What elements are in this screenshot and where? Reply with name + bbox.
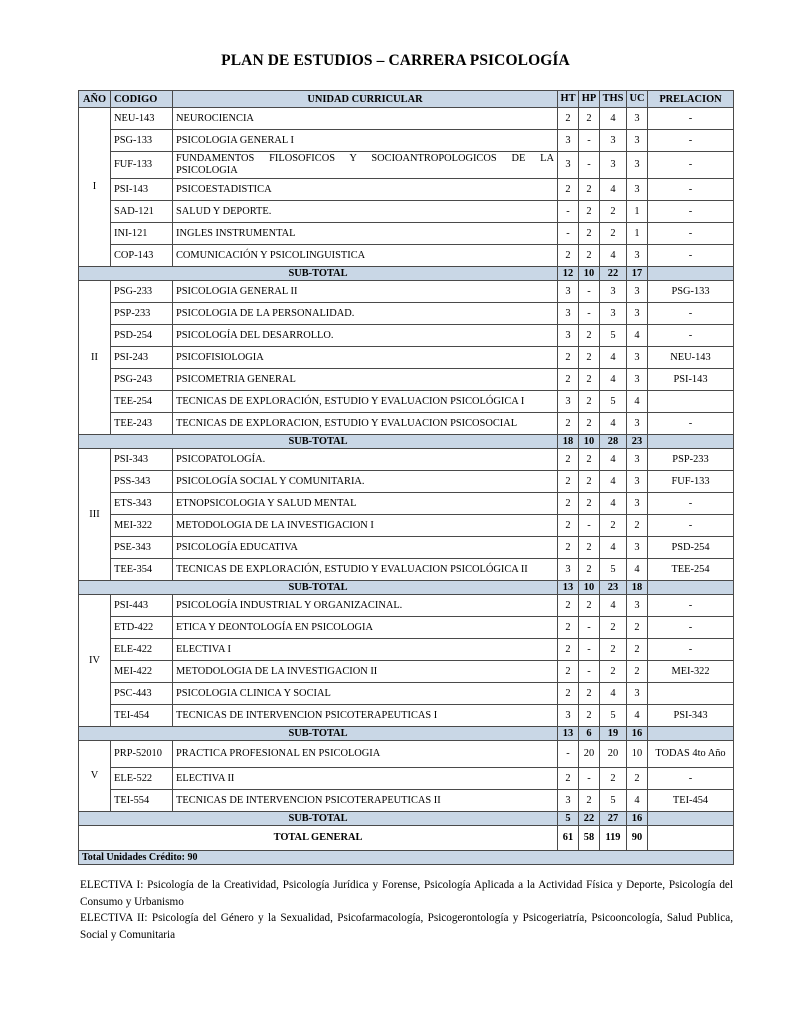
course-ht: 3 bbox=[558, 281, 579, 303]
course-ths: 4 bbox=[600, 245, 627, 267]
course-hp: 2 bbox=[579, 537, 600, 559]
course-prelacion: TODAS 4to Año bbox=[648, 741, 734, 768]
course-ht: 2 bbox=[558, 347, 579, 369]
course-uc: 4 bbox=[627, 705, 648, 727]
course-uc: 4 bbox=[627, 325, 648, 347]
course-prelacion: - bbox=[648, 515, 734, 537]
course-code: PRP-52010 bbox=[111, 741, 173, 768]
table-row bbox=[79, 223, 734, 245]
course-uc: 2 bbox=[627, 768, 648, 790]
course-uc: 3 bbox=[627, 369, 648, 391]
year-cell: II bbox=[79, 281, 111, 435]
course-code: INI-121 bbox=[111, 223, 173, 245]
subtotal-uc: 16 bbox=[627, 727, 648, 741]
course-uc: 10 bbox=[627, 741, 648, 768]
course-hp: 2 bbox=[579, 413, 600, 435]
course-prelacion: MEI-322 bbox=[648, 661, 734, 683]
course-ht: 3 bbox=[558, 705, 579, 727]
course-uc: 1 bbox=[627, 223, 648, 245]
course-ths: 4 bbox=[600, 413, 627, 435]
footnote-electiva-i: ELECTIVA I: Psicología de la Creatividad, Psicología Jurídica y Forense, Psicología Aplicada a la Actividad Física y Deporte, Psicología del Consumo y Urbanismo bbox=[80, 879, 733, 908]
course-uc: 4 bbox=[627, 391, 648, 413]
course-ht: 3 bbox=[558, 325, 579, 347]
table-row bbox=[79, 347, 734, 369]
course-ht: 2 bbox=[558, 449, 579, 471]
course-prelacion: NEU-143 bbox=[648, 347, 734, 369]
course-hp: 2 bbox=[579, 179, 600, 201]
table-row bbox=[79, 369, 734, 391]
subtotal-ths: 19 bbox=[600, 727, 627, 741]
course-hp: 2 bbox=[579, 325, 600, 347]
header-prelacion: PRELACION bbox=[648, 91, 734, 108]
table-row bbox=[79, 683, 734, 705]
course-hp: - bbox=[579, 515, 600, 537]
course-hp: 2 bbox=[579, 705, 600, 727]
table-row bbox=[79, 639, 734, 661]
course-code: MEI-322 bbox=[111, 515, 173, 537]
header-uc: UC bbox=[627, 91, 648, 108]
course-hp: 2 bbox=[579, 493, 600, 515]
course-ths: 2 bbox=[600, 661, 627, 683]
course-prelacion bbox=[648, 391, 734, 413]
subtotal-prelacion bbox=[648, 435, 734, 449]
curriculum-table bbox=[78, 90, 734, 865]
course-ths: 5 bbox=[600, 559, 627, 581]
course-code: PSE-343 bbox=[111, 537, 173, 559]
course-code: PSD-254 bbox=[111, 325, 173, 347]
subtotal-ht: 12 bbox=[558, 267, 579, 281]
table-row bbox=[79, 741, 734, 768]
course-ths: 4 bbox=[600, 493, 627, 515]
table-row bbox=[79, 661, 734, 683]
course-code: COP-143 bbox=[111, 245, 173, 267]
subtotal-row bbox=[79, 267, 734, 281]
course-ths: 4 bbox=[600, 683, 627, 705]
course-name: PSICOLOGIA CLINICA Y SOCIAL bbox=[173, 683, 558, 705]
subtotal-prelacion bbox=[648, 727, 734, 741]
course-ths: 4 bbox=[600, 537, 627, 559]
course-name: TECNICAS DE INTERVENCION PSICOTERAPEUTICAS I bbox=[173, 705, 558, 727]
course-prelacion: - bbox=[648, 245, 734, 267]
total-prelacion bbox=[648, 826, 734, 851]
total-uc: 90 bbox=[627, 826, 648, 851]
table-row bbox=[79, 391, 734, 413]
course-prelacion: - bbox=[648, 179, 734, 201]
course-name: PRACTICA PROFESIONAL EN PSICOLOGIA bbox=[173, 741, 558, 768]
table-row bbox=[79, 201, 734, 223]
course-prelacion: - bbox=[648, 617, 734, 639]
course-prelacion: - bbox=[648, 493, 734, 515]
course-ht: 2 bbox=[558, 515, 579, 537]
course-name: INGLES INSTRUMENTAL bbox=[173, 223, 558, 245]
subtotal-ths: 23 bbox=[600, 581, 627, 595]
course-uc: 3 bbox=[627, 347, 648, 369]
footnotes bbox=[80, 877, 733, 943]
course-name: TECNICAS DE EXPLORACION, ESTUDIO Y EVALUACION PSICOSOCIAL bbox=[173, 413, 558, 435]
course-code: PSI-443 bbox=[111, 595, 173, 617]
course-prelacion: - bbox=[648, 413, 734, 435]
header-subject: UNIDAD CURRICULAR bbox=[173, 91, 558, 108]
course-code: MEI-422 bbox=[111, 661, 173, 683]
course-code: PSI-143 bbox=[111, 179, 173, 201]
table-row bbox=[79, 245, 734, 267]
table-row bbox=[79, 559, 734, 581]
course-prelacion bbox=[648, 683, 734, 705]
course-ths: 3 bbox=[600, 152, 627, 179]
course-name: ELECTIVA II bbox=[173, 768, 558, 790]
table-row bbox=[79, 790, 734, 812]
course-ht: 3 bbox=[558, 303, 579, 325]
course-name: PSICOLOGÍA EDUCATIVA bbox=[173, 537, 558, 559]
course-name: TECNICAS DE INTERVENCION PSICOTERAPEUTICAS II bbox=[173, 790, 558, 812]
table-body bbox=[79, 108, 734, 826]
course-code: PSG-133 bbox=[111, 130, 173, 152]
table-row bbox=[79, 303, 734, 325]
course-ht: 2 bbox=[558, 179, 579, 201]
table-row bbox=[79, 152, 734, 179]
course-prelacion: TEE-254 bbox=[648, 559, 734, 581]
course-name: METODOLOGIA DE LA INVESTIGACION II bbox=[173, 661, 558, 683]
subtotal-ht: 18 bbox=[558, 435, 579, 449]
course-uc: 2 bbox=[627, 661, 648, 683]
course-code: SAD-121 bbox=[111, 201, 173, 223]
subtotal-label: SUB-TOTAL bbox=[79, 727, 558, 741]
course-name: PSICOLOGÍA DEL DESARROLLO. bbox=[173, 325, 558, 347]
course-ths: 5 bbox=[600, 790, 627, 812]
total-ht: 61 bbox=[558, 826, 579, 851]
subtotal-ths: 27 bbox=[600, 812, 627, 826]
course-uc: 3 bbox=[627, 281, 648, 303]
course-uc: 2 bbox=[627, 639, 648, 661]
course-uc: 3 bbox=[627, 245, 648, 267]
course-code: NEU-143 bbox=[111, 108, 173, 130]
header-hp: HP bbox=[579, 91, 600, 108]
table-row bbox=[79, 130, 734, 152]
subtotal-ht: 13 bbox=[558, 581, 579, 595]
course-hp: 20 bbox=[579, 741, 600, 768]
course-ht: 2 bbox=[558, 661, 579, 683]
course-hp: - bbox=[579, 617, 600, 639]
table-row bbox=[79, 493, 734, 515]
course-hp: - bbox=[579, 661, 600, 683]
course-name: ETNOPSICOLOGIA Y SALUD MENTAL bbox=[173, 493, 558, 515]
course-prelacion: - bbox=[648, 201, 734, 223]
course-name: PSICOLOGIA DE LA PERSONALIDAD. bbox=[173, 303, 558, 325]
course-name: PSICOLOGÍA SOCIAL Y COMUNITARIA. bbox=[173, 471, 558, 493]
subtotal-hp: 22 bbox=[579, 812, 600, 826]
course-ths: 4 bbox=[600, 449, 627, 471]
course-ths: 4 bbox=[600, 471, 627, 493]
subtotal-prelacion bbox=[648, 581, 734, 595]
subtotal-label: SUB-TOTAL bbox=[79, 812, 558, 826]
subtotal-label: SUB-TOTAL bbox=[79, 581, 558, 595]
total-label: TOTAL GENERAL bbox=[79, 826, 558, 851]
course-code: PSG-233 bbox=[111, 281, 173, 303]
course-prelacion: PSD-254 bbox=[648, 537, 734, 559]
course-hp: 2 bbox=[579, 245, 600, 267]
course-prelacion: - bbox=[648, 152, 734, 179]
course-ht: 2 bbox=[558, 639, 579, 661]
course-uc: 3 bbox=[627, 449, 648, 471]
table-row bbox=[79, 705, 734, 727]
total-row bbox=[79, 826, 734, 851]
course-code: ETD-422 bbox=[111, 617, 173, 639]
header-ths: THS bbox=[600, 91, 627, 108]
course-ths: 5 bbox=[600, 325, 627, 347]
course-name: NEUROCIENCIA bbox=[173, 108, 558, 130]
course-uc: 2 bbox=[627, 515, 648, 537]
course-hp: 2 bbox=[579, 790, 600, 812]
course-name: PSICOLOGIA GENERAL II bbox=[173, 281, 558, 303]
course-prelacion: - bbox=[648, 325, 734, 347]
year-cell: V bbox=[79, 741, 111, 812]
course-hp: 2 bbox=[579, 391, 600, 413]
footnote-electiva-ii: ELECTIVA II: Psicología del Género y la Sexualidad, Psicofarmacología, Psicogerontología y Psicogeriatría, Psicooncología, Salud Publica, Social y Comunitaria bbox=[80, 912, 733, 941]
course-ths: 2 bbox=[600, 768, 627, 790]
subtotal-hp: 10 bbox=[579, 435, 600, 449]
course-ths: 4 bbox=[600, 369, 627, 391]
table-row bbox=[79, 325, 734, 347]
course-code: PSC-443 bbox=[111, 683, 173, 705]
course-uc: 3 bbox=[627, 108, 648, 130]
course-uc: 4 bbox=[627, 559, 648, 581]
course-name: SALUD Y DEPORTE. bbox=[173, 201, 558, 223]
header-year: AÑO bbox=[79, 91, 111, 108]
course-code: TEE-254 bbox=[111, 391, 173, 413]
course-ht: 2 bbox=[558, 245, 579, 267]
course-ht: 3 bbox=[558, 559, 579, 581]
course-hp: 2 bbox=[579, 369, 600, 391]
year-cell: III bbox=[79, 449, 111, 581]
table-row bbox=[79, 179, 734, 201]
year-cell: IV bbox=[79, 595, 111, 727]
course-ht: 2 bbox=[558, 683, 579, 705]
course-ths: 5 bbox=[600, 391, 627, 413]
course-name: TECNICAS DE EXPLORACIÓN, ESTUDIO Y EVALUACION PSICOLÓGICA II bbox=[173, 559, 558, 581]
subtotal-row bbox=[79, 727, 734, 741]
subtotal-uc: 17 bbox=[627, 267, 648, 281]
course-name: COMUNICACIÓN Y PSICOLINGUISTICA bbox=[173, 245, 558, 267]
course-ths: 4 bbox=[600, 347, 627, 369]
course-ht: 2 bbox=[558, 537, 579, 559]
course-hp: 2 bbox=[579, 559, 600, 581]
course-ht: 3 bbox=[558, 152, 579, 179]
course-hp: - bbox=[579, 281, 600, 303]
subtotal-ths: 28 bbox=[600, 435, 627, 449]
total-hp: 58 bbox=[579, 826, 600, 851]
course-name: PSICOFISIOLOGIA bbox=[173, 347, 558, 369]
table-row bbox=[79, 449, 734, 471]
course-prelacion: FUF-133 bbox=[648, 471, 734, 493]
total-ths: 119 bbox=[600, 826, 627, 851]
course-code: PSP-233 bbox=[111, 303, 173, 325]
course-ths: 4 bbox=[600, 108, 627, 130]
course-ths: 4 bbox=[600, 179, 627, 201]
course-hp: - bbox=[579, 130, 600, 152]
course-ht: 2 bbox=[558, 617, 579, 639]
course-hp: - bbox=[579, 303, 600, 325]
course-ht: 2 bbox=[558, 493, 579, 515]
table-row bbox=[79, 281, 734, 303]
table-row bbox=[79, 537, 734, 559]
subtotal-row bbox=[79, 435, 734, 449]
subtotal-label: SUB-TOTAL bbox=[79, 435, 558, 449]
course-hp: 2 bbox=[579, 223, 600, 245]
course-name: ELECTIVA I bbox=[173, 639, 558, 661]
course-uc: 3 bbox=[627, 179, 648, 201]
course-name: METODOLOGIA DE LA INVESTIGACION I bbox=[173, 515, 558, 537]
course-uc: 3 bbox=[627, 413, 648, 435]
course-code: PSS-343 bbox=[111, 471, 173, 493]
course-ht: 2 bbox=[558, 471, 579, 493]
course-prelacion: - bbox=[648, 595, 734, 617]
course-ths: 2 bbox=[600, 223, 627, 245]
course-code: PSI-243 bbox=[111, 347, 173, 369]
course-ths: 2 bbox=[600, 201, 627, 223]
course-ths: 2 bbox=[600, 639, 627, 661]
course-prelacion: PSI-343 bbox=[648, 705, 734, 727]
header-code: CODIGO bbox=[111, 91, 173, 108]
course-prelacion: PSG-133 bbox=[648, 281, 734, 303]
subtotal-ths: 22 bbox=[600, 267, 627, 281]
subtotal-uc: 16 bbox=[627, 812, 648, 826]
course-uc: 3 bbox=[627, 595, 648, 617]
subtotal-uc: 18 bbox=[627, 581, 648, 595]
table-row bbox=[79, 471, 734, 493]
credits-note: Total Unidades Crédito: 90 bbox=[79, 851, 734, 865]
course-code: PSI-343 bbox=[111, 449, 173, 471]
course-ht: 2 bbox=[558, 369, 579, 391]
course-uc: 3 bbox=[627, 471, 648, 493]
year-cell: I bbox=[79, 108, 111, 267]
course-ht: 3 bbox=[558, 790, 579, 812]
credits-row bbox=[79, 851, 734, 865]
subtotal-hp: 6 bbox=[579, 727, 600, 741]
course-ths: 2 bbox=[600, 617, 627, 639]
subtotal-hp: 10 bbox=[579, 581, 600, 595]
table-row bbox=[79, 595, 734, 617]
course-uc: 3 bbox=[627, 493, 648, 515]
course-hp: 2 bbox=[579, 449, 600, 471]
course-prelacion: - bbox=[648, 639, 734, 661]
course-hp: 2 bbox=[579, 347, 600, 369]
course-code: TEE-243 bbox=[111, 413, 173, 435]
course-name: FUNDAMENTOS FILOSOFICOS Y SOCIOANTROPOLOGICOS DE LA PSICOLOGIA bbox=[173, 152, 558, 179]
course-hp: 2 bbox=[579, 595, 600, 617]
course-ths: 5 bbox=[600, 705, 627, 727]
course-name: PSICOPATOLOGÍA. bbox=[173, 449, 558, 471]
course-ths: 3 bbox=[600, 303, 627, 325]
course-code: ELE-422 bbox=[111, 639, 173, 661]
course-uc: 3 bbox=[627, 537, 648, 559]
table-row bbox=[79, 617, 734, 639]
course-ht: - bbox=[558, 223, 579, 245]
course-ths: 4 bbox=[600, 595, 627, 617]
course-uc: 1 bbox=[627, 201, 648, 223]
course-uc: 2 bbox=[627, 617, 648, 639]
course-name: PSICOESTADISTICA bbox=[173, 179, 558, 201]
course-ht: 3 bbox=[558, 391, 579, 413]
course-ths: 3 bbox=[600, 130, 627, 152]
header-ht: HT bbox=[558, 91, 579, 108]
course-prelacion: - bbox=[648, 303, 734, 325]
course-hp: - bbox=[579, 639, 600, 661]
course-prelacion: PSI-143 bbox=[648, 369, 734, 391]
course-name: ETICA Y DEONTOLOGÍA EN PSICOLOGIA bbox=[173, 617, 558, 639]
course-code: TEI-554 bbox=[111, 790, 173, 812]
course-prelacion: - bbox=[648, 223, 734, 245]
course-hp: 2 bbox=[579, 201, 600, 223]
course-ht: 2 bbox=[558, 413, 579, 435]
course-ht: - bbox=[558, 201, 579, 223]
table-row bbox=[79, 413, 734, 435]
subtotal-ht: 13 bbox=[558, 727, 579, 741]
course-ths: 2 bbox=[600, 515, 627, 537]
course-prelacion: - bbox=[648, 768, 734, 790]
table-row bbox=[79, 768, 734, 790]
course-code: PSG-243 bbox=[111, 369, 173, 391]
table-row bbox=[79, 515, 734, 537]
course-code: TEI-454 bbox=[111, 705, 173, 727]
course-uc: 3 bbox=[627, 152, 648, 179]
subtotal-row bbox=[79, 581, 734, 595]
course-uc: 3 bbox=[627, 683, 648, 705]
course-code: TEE-354 bbox=[111, 559, 173, 581]
course-ths: 20 bbox=[600, 741, 627, 768]
subtotal-prelacion bbox=[648, 812, 734, 826]
table-header-row bbox=[79, 91, 734, 108]
course-ht: 2 bbox=[558, 108, 579, 130]
subtotal-row bbox=[79, 812, 734, 826]
course-code: ETS-343 bbox=[111, 493, 173, 515]
course-ht: 3 bbox=[558, 130, 579, 152]
course-prelacion: - bbox=[648, 108, 734, 130]
subtotal-prelacion bbox=[648, 267, 734, 281]
course-hp: 2 bbox=[579, 471, 600, 493]
page-title: PLAN DE ESTUDIOS – CARRERA PSICOLOGÍA bbox=[221, 52, 570, 69]
course-hp: 2 bbox=[579, 683, 600, 705]
course-ht: - bbox=[558, 741, 579, 768]
course-prelacion: PSP-233 bbox=[648, 449, 734, 471]
course-uc: 4 bbox=[627, 790, 648, 812]
subtotal-uc: 23 bbox=[627, 435, 648, 449]
course-code: ELE-522 bbox=[111, 768, 173, 790]
table-row bbox=[79, 108, 734, 130]
course-ht: 2 bbox=[558, 768, 579, 790]
course-hp: 2 bbox=[579, 108, 600, 130]
course-hp: - bbox=[579, 152, 600, 179]
course-name: PSICOLOGIA GENERAL I bbox=[173, 130, 558, 152]
course-name: PSICOLOGÍA INDUSTRIAL Y ORGANIZACINAL. bbox=[173, 595, 558, 617]
course-prelacion: - bbox=[648, 130, 734, 152]
course-code: FUF-133 bbox=[111, 152, 173, 179]
subtotal-hp: 10 bbox=[579, 267, 600, 281]
course-prelacion: TEI-454 bbox=[648, 790, 734, 812]
course-uc: 3 bbox=[627, 303, 648, 325]
course-ht: 2 bbox=[558, 595, 579, 617]
subtotal-ht: 5 bbox=[558, 812, 579, 826]
subtotal-label: SUB-TOTAL bbox=[79, 267, 558, 281]
course-name: PSICOMETRIA GENERAL bbox=[173, 369, 558, 391]
course-hp: - bbox=[579, 768, 600, 790]
course-uc: 3 bbox=[627, 130, 648, 152]
course-name: TECNICAS DE EXPLORACIÓN, ESTUDIO Y EVALUACION PSICOLÓGICA I bbox=[173, 391, 558, 413]
course-ths: 3 bbox=[600, 281, 627, 303]
